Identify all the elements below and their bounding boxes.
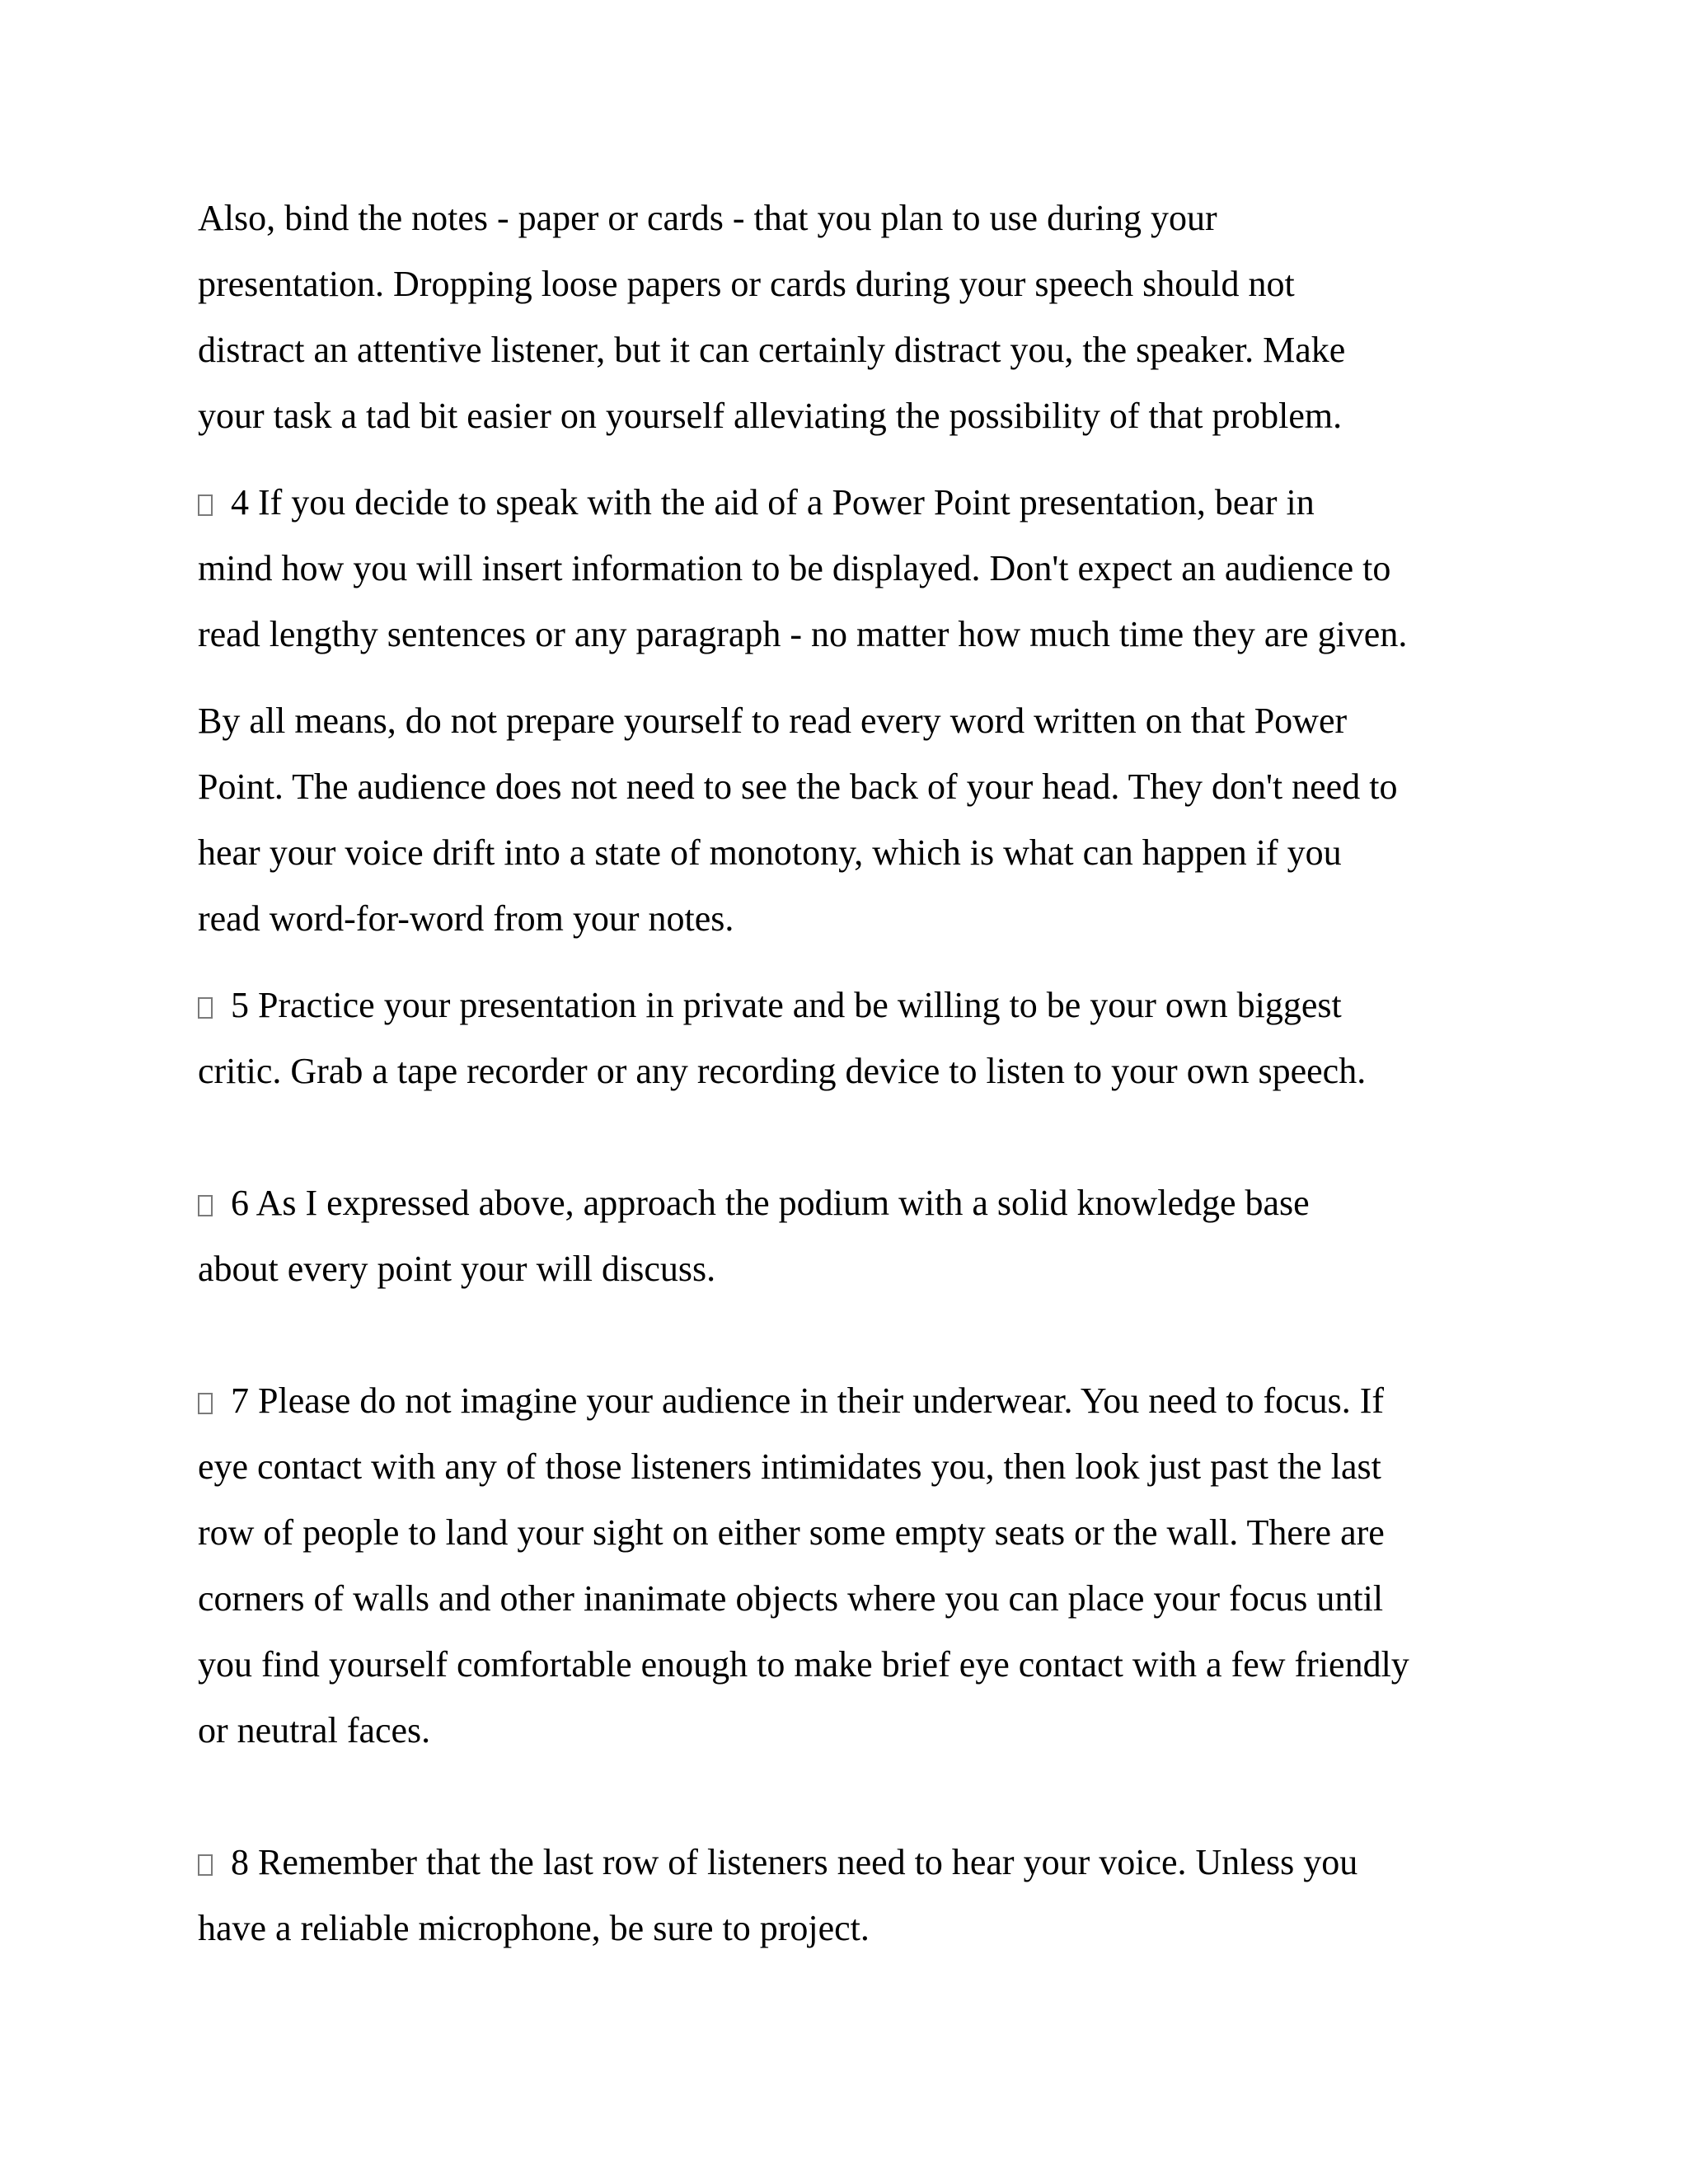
missing-glyph-box-icon xyxy=(198,1195,213,1216)
text-line-with-bullet xyxy=(198,1368,1517,1434)
text-line: presentation. Dropping loose papers or cards during your speech should not xyxy=(198,264,1295,304)
text-line-with-bullet xyxy=(198,1830,1517,1896)
paragraph-bind-notes xyxy=(198,185,1517,449)
text-line: distract an attentive listener, but it can certainly distract you, the speaker. Make xyxy=(198,330,1346,370)
text-line-with-bullet xyxy=(198,972,1517,1038)
text-line: critic. Grab a tape recorder or any recording device to listen to your own speech. xyxy=(198,1051,1367,1091)
text-line: read lengthy sentences or any paragraph - no matter how much time they are given. xyxy=(198,614,1408,654)
text-line-with-bullet xyxy=(198,1170,1517,1236)
text-line: 6 As I expressed above, approach the podium with a solid knowledge base xyxy=(231,1183,1310,1223)
missing-glyph-box-icon xyxy=(198,997,213,1019)
text-line: row of people to land your sight on either some empty seats or the wall. There are xyxy=(198,1512,1385,1553)
text-line-with-bullet xyxy=(198,470,1517,536)
paragraph-tip-8 xyxy=(198,1830,1517,1961)
text-line: corners of walls and other inanimate objects where you can place your focus until xyxy=(198,1578,1384,1619)
text-line: about every point your will discuss. xyxy=(198,1249,716,1289)
text-line: By all means, do not prepare yourself to read every word written on that Power xyxy=(198,701,1348,741)
text-line: you find yourself comfortable enough to make brief eye contact with a few friendly xyxy=(198,1644,1409,1685)
paragraph-tip-7 xyxy=(198,1368,1517,1764)
text-line: 4 If you decide to speak with the aid of a Power Point presentation, bear in xyxy=(231,482,1315,523)
paragraph-tip-4 xyxy=(198,470,1517,668)
text-line: or neutral faces. xyxy=(198,1710,431,1750)
text-line: Also, bind the notes - paper or cards - that you plan to use during your xyxy=(198,198,1217,238)
text-line: eye contact with any of those listeners intimidates you, then look just past the last xyxy=(198,1446,1381,1487)
text-line: have a reliable microphone, be sure to project. xyxy=(198,1908,870,1948)
text-line: your task a tad bit easier on yourself alleviating the possibility of that problem. xyxy=(198,396,1343,436)
paragraph-tip-6 xyxy=(198,1170,1517,1302)
text-line: mind how you will insert information to be displayed. Don't expect an audience to xyxy=(198,548,1391,588)
missing-glyph-box-icon xyxy=(198,1854,213,1876)
text-line: read word-for-word from your notes. xyxy=(198,898,734,939)
text-line: 5 Practice your presentation in private and be willing to be your own biggest xyxy=(231,985,1342,1025)
text-line: hear your voice drift into a state of monotony, which is what can happen if you xyxy=(198,832,1342,873)
text-line: Point. The audience does not need to see the back of your head. They don't need to xyxy=(198,766,1398,807)
text-line: 8 Remember that the last row of listeners need to hear your voice. Unless you xyxy=(231,1842,1358,1882)
missing-glyph-box-icon xyxy=(198,1393,213,1414)
missing-glyph-box-icon xyxy=(198,494,213,516)
text-line: 7 Please do not imagine your audience in their underwear. You need to focus. If xyxy=(231,1380,1385,1421)
paragraph-power-point xyxy=(198,688,1517,952)
paragraph-tip-5 xyxy=(198,972,1517,1104)
